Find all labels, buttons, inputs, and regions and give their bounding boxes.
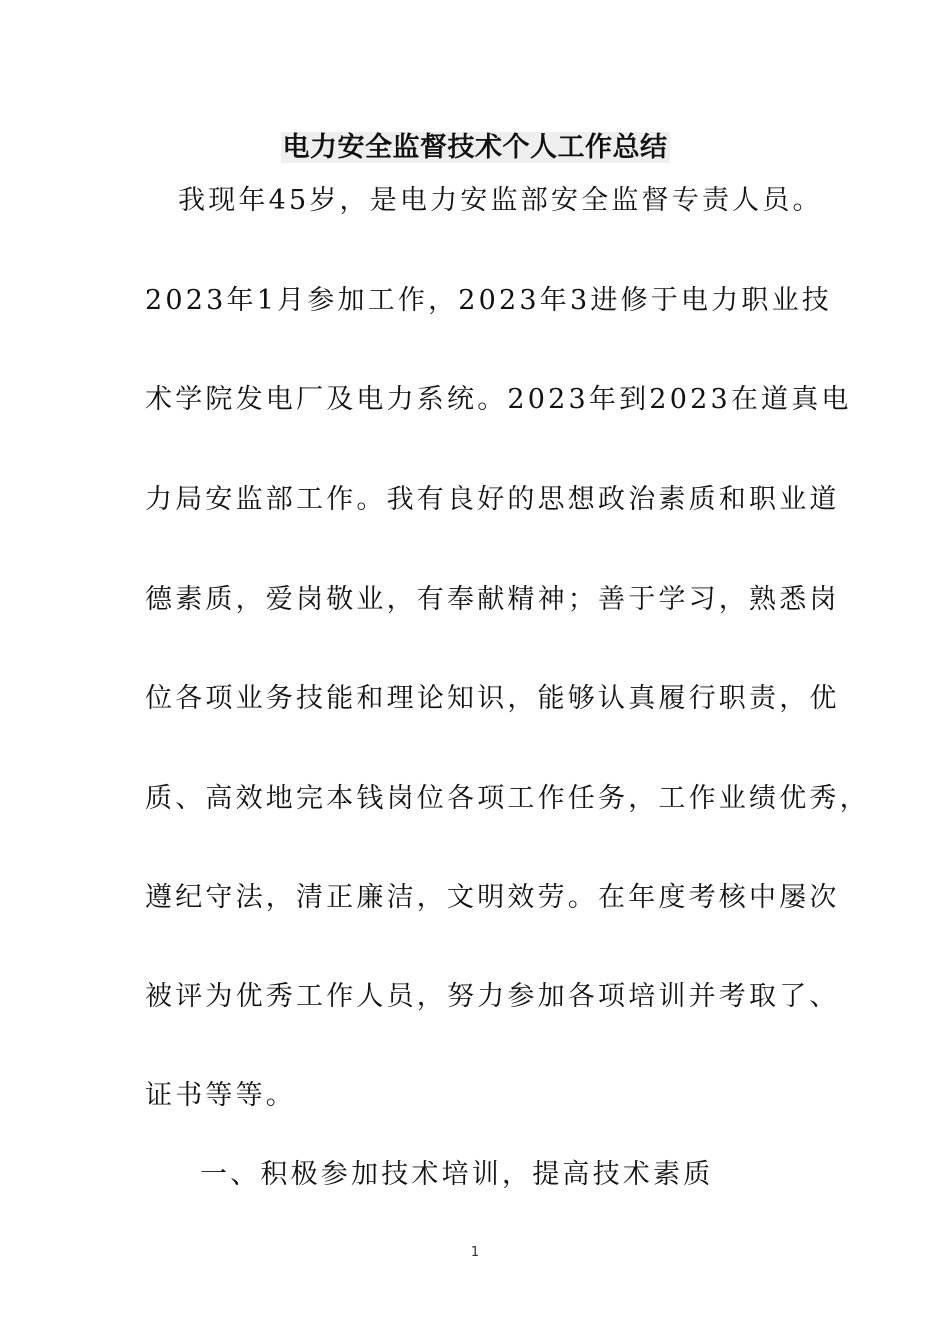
paragraph-line: 证书等等。 <box>145 1080 296 1111</box>
document-title-text: 电力安全监督技术个人工作总结 <box>282 132 668 163</box>
paragraph-line: 质、高效地完本钱岗位各项工作任务，工作业绩优秀， <box>145 783 870 814</box>
section-heading: 一、积极参加技术培训，提高技术素质 <box>200 1159 714 1190</box>
paragraph-line: 我现年45岁，是电力安监部安全监督专责人员。 <box>178 185 823 216</box>
paragraph-line: 位各项业务技能和理论知识，能够认真履行职责，优 <box>145 683 840 714</box>
paragraph-line: 德素质，爱岗敬业，有奉献精神；善于学习，熟悉岗 <box>145 584 840 615</box>
document-title <box>0 128 950 168</box>
paragraph-line: 术学院发电厂及电力系统。2023年到2023在道真电 <box>145 384 852 415</box>
paragraph-line: 遵纪守法，清正廉洁，文明效劳。在年度考核中屡次 <box>145 882 840 913</box>
page-number: 1 <box>470 1245 480 1260</box>
paragraph-line: 被评为优秀工作人员，努力参加各项培训并考取了、 <box>145 981 840 1012</box>
paragraph-line: 力局安监部工作。我有良好的思想政治素质和职业道 <box>145 484 840 515</box>
paragraph-line: 2023年1月参加工作，2023年3进修于电力职业技 <box>145 285 832 316</box>
